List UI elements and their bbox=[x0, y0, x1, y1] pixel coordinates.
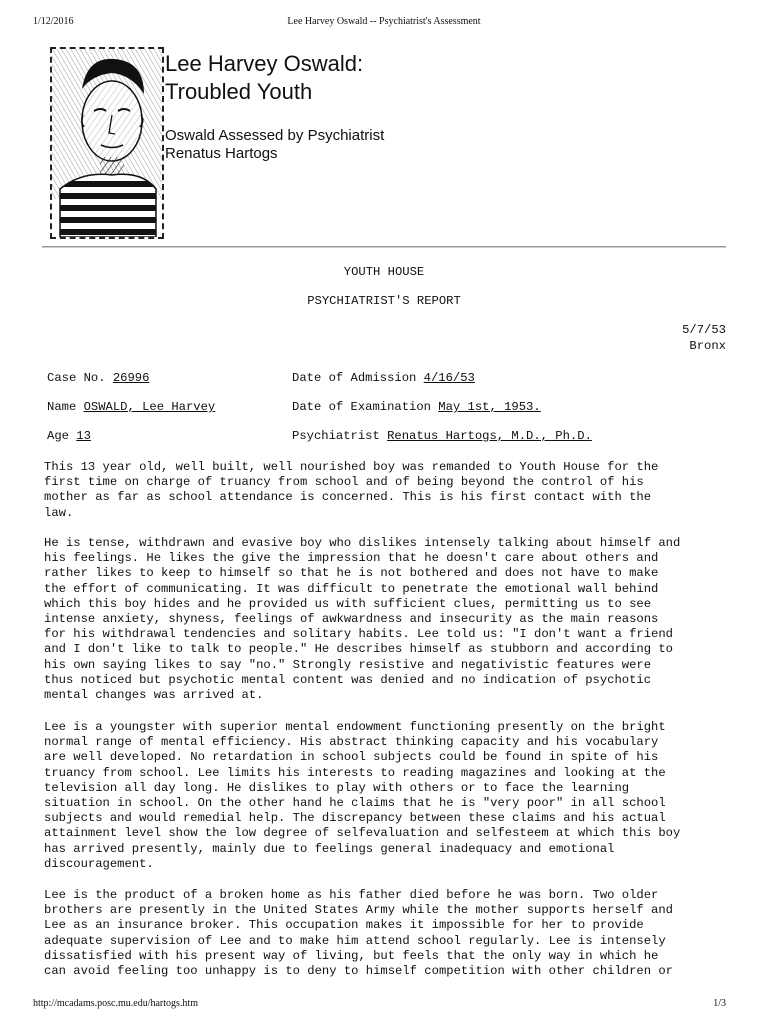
print-date: 1/12/2016 bbox=[33, 16, 74, 27]
subheadline bbox=[165, 127, 384, 163]
name-label: Name bbox=[47, 400, 77, 414]
source-url: http://mcadams.posc.mu.edu/hartogs.htm bbox=[33, 998, 198, 1009]
print-page-title: Lee Harvey Oswald -- Psychiatrist's Assessment bbox=[287, 16, 481, 27]
name-value: OSWALD, Lee Harvey bbox=[83, 400, 216, 414]
horizontal-divider bbox=[42, 246, 726, 248]
headline-line-2: Troubled Youth bbox=[165, 79, 313, 104]
report-location: Bronx bbox=[689, 339, 726, 353]
page-number: 1/3 bbox=[713, 998, 726, 1009]
subheadline-line-1: Oswald Assessed by Psychiatrist bbox=[165, 127, 385, 144]
case-number-label: Case No. bbox=[47, 371, 106, 385]
print-header bbox=[33, 16, 735, 30]
print-footer bbox=[33, 998, 726, 1010]
age-label: Age bbox=[47, 429, 69, 443]
examination-date-field bbox=[292, 400, 541, 415]
name-field bbox=[47, 400, 215, 415]
institution-heading: YOUTH HOUSE bbox=[343, 265, 425, 279]
report-date: 5/7/53 bbox=[682, 323, 726, 337]
psychiatrist-field bbox=[292, 429, 592, 444]
admission-date-field bbox=[292, 371, 475, 386]
oswald-portrait-image bbox=[50, 47, 164, 239]
admission-date-label: Date of Admission bbox=[292, 371, 417, 385]
psychiatrist-label: Psychiatrist bbox=[292, 429, 380, 443]
report-title: PSYCHIATRIST'S REPORT bbox=[307, 294, 461, 308]
psychiatrist-value: Renatus Hartogs, M.D., Ph.D. bbox=[387, 429, 592, 443]
age-value: 13 bbox=[76, 429, 91, 443]
case-number-field bbox=[47, 371, 149, 386]
age-field bbox=[47, 429, 91, 444]
examination-date-value: May 1st, 1953. bbox=[438, 400, 541, 414]
admission-date-value: 4/16/53 bbox=[423, 371, 475, 385]
subheadline-line-2: Renatus Hartogs bbox=[165, 145, 278, 162]
headline-line-1: Lee Harvey Oswald: bbox=[165, 51, 364, 76]
portrait-sketch bbox=[52, 49, 162, 237]
headline bbox=[165, 50, 363, 106]
examination-date-label: Date of Examination bbox=[292, 400, 431, 414]
paragraph: He is tense, withdrawn and evasive boy who dislikes intensely talking about himself and his feelings. He likes the give the impression that he doesn't care about others and rather likes to keep to himself so that he is not bothered and does not have to make the effort of communicating. It was difficult to penetrate the emotional wall behind which this boy hides and he provided us with sufficient clues, permitting us to see intense anxiety, shyness, feelings of awkwardness and insecurity as the main reasons for his withdrawal tendencies and solitary habits. Lee told us: "I don't want a friend and I don't like to talk to people." He describes himself as stubborn and according to his own saying likes to say "no." Strongly resistive and negativistic features were thus noticed but psychotic mental content was denied and no indication of psychotic mental changes was arrived at. bbox=[44, 536, 681, 703]
paragraph: Lee is the product of a broken home as his father died before he was born. Two older brothers are presently in the United States Army while the mother supports herself and Lee as an insurance broker. This occupation makes it impossible for her to provide adequate supervision of Lee and to make him attend school regularly. Lee is intensely dissatisfied with his present way of living, but feels that the only way in which he can avoid feeling too unhappy is to deny to himself competition with other children or bbox=[44, 888, 673, 979]
case-number-value: 26996 bbox=[112, 371, 150, 385]
paragraph: Lee is a youngster with superior mental endowment functioning presently on the bright normal range of mental efficiency. His abstract thinking capacity and his vocabulary are well developed. No retardation in school subjects could be found in spite of his truancy from school. Lee limits his interests to reading magazines and looking at the television all day long. He dislikes to play with others or to face the learning situation in school. On the other hand he claims that he is "very poor" in all school subjects and would remedial help. The discrepancy between these claims and his actual attainment level show the low degree of selfevaluation and selfesteem at which this boy has arrived presently, mainly due to feelings general inadequacy and emotional discouragement. bbox=[44, 720, 681, 871]
paragraph: This 13 year old, well built, well nourished boy was remanded to Youth House for the first time on charge of truancy from school and of being beyond the control of his mother as far as school attendance is concerned. This is his first contact with the law. bbox=[44, 460, 659, 520]
